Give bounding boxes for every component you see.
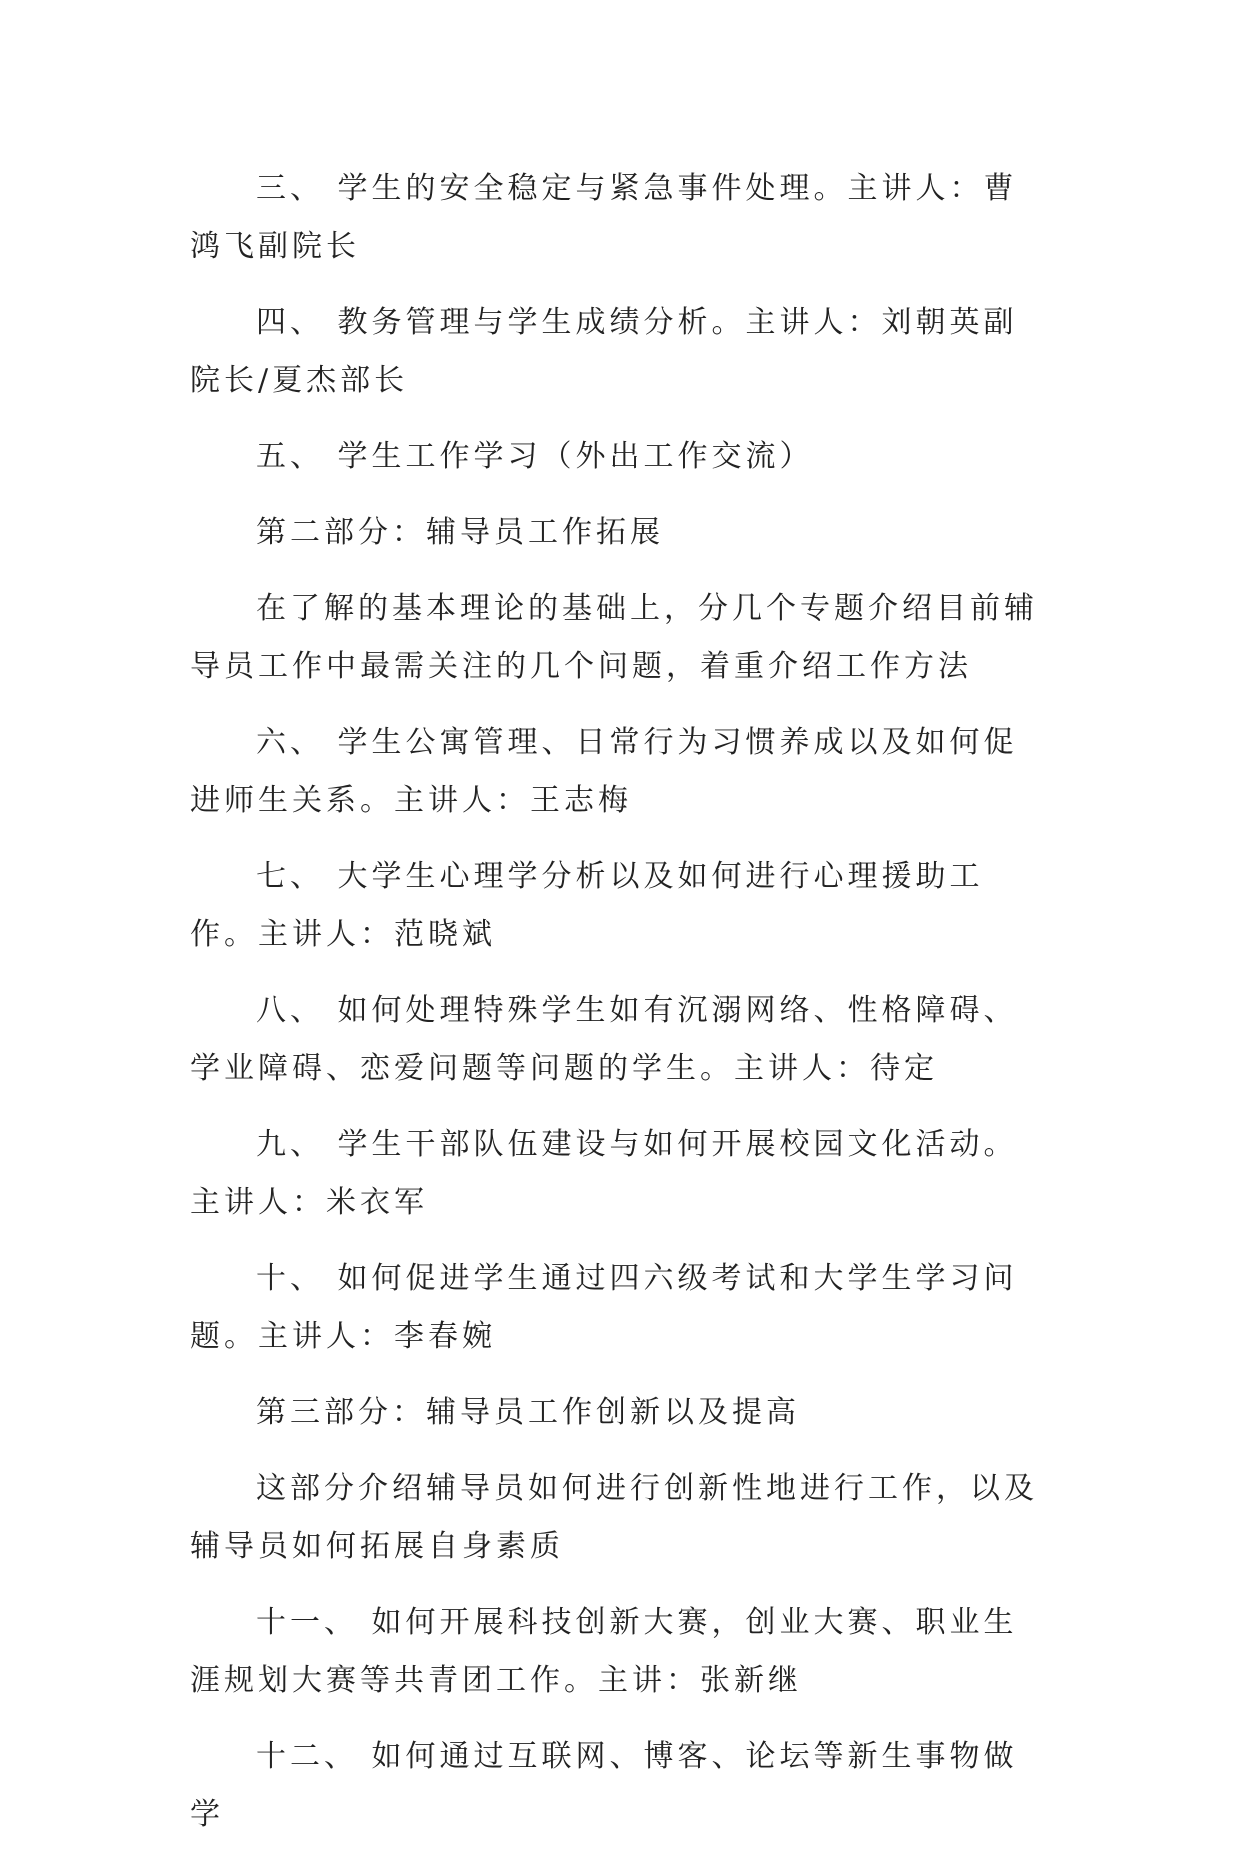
document-body: [190, 160, 1050, 1862]
paragraph-section-8: 八、 如何处理特殊学生如有沉溺网络、性格障碍、学业障碍、恋爱问题等问题的学生。主讲人：待定: [190, 993, 1018, 1086]
paragraph-section-12: 十二、 如何通过互联网、博客、论坛等新生事物做学: [190, 1739, 1018, 1832]
paragraph-section-6: 六、 学生公寓管理、日常行为习惯养成以及如何促进师生关系。主讲人：王志梅: [190, 725, 1018, 818]
paragraph-section-9: 九、 学生干部队伍建设与如何开展校园文化活动。主讲人：米衣军: [190, 1127, 1018, 1220]
paragraph-section-5: 五、 学生工作学习（外出工作交流）: [256, 439, 814, 474]
paragraph-section-7: 七、 大学生心理学分析以及如何进行心理援助工作。主讲人：范晓斌: [190, 859, 984, 952]
part-three-heading: 第三部分：辅导员工作创新以及提高: [256, 1395, 800, 1430]
part-two-intro: 在了解的基本理论的基础上，分几个专题介绍目前辅导员工作中最需关注的几个问题，着重介绍工作方法: [190, 591, 1038, 684]
paragraph-section-4: 四、 教务管理与学生成绩分析。主讲人：刘朝英副院长/夏杰部长: [190, 305, 1018, 398]
paragraph-section-11: 十一、 如何开展科技创新大赛，创业大赛、职业生涯规划大赛等共青团工作。主讲：张新继: [190, 1605, 1018, 1698]
part-two-heading: 第二部分：辅导员工作拓展: [256, 515, 664, 550]
paragraph-section-10: 十、 如何促进学生通过四六级考试和大学生学习问题。主讲人：李春婉: [190, 1261, 1018, 1354]
paragraph-section-3: 三、 学生的安全稳定与紧急事件处理。主讲人：曹鸿飞副院长: [190, 171, 1018, 264]
part-three-intro: 这部分介绍辅导员如何进行创新性地进行工作，以及辅导员如何拓展自身素质: [190, 1471, 1038, 1564]
